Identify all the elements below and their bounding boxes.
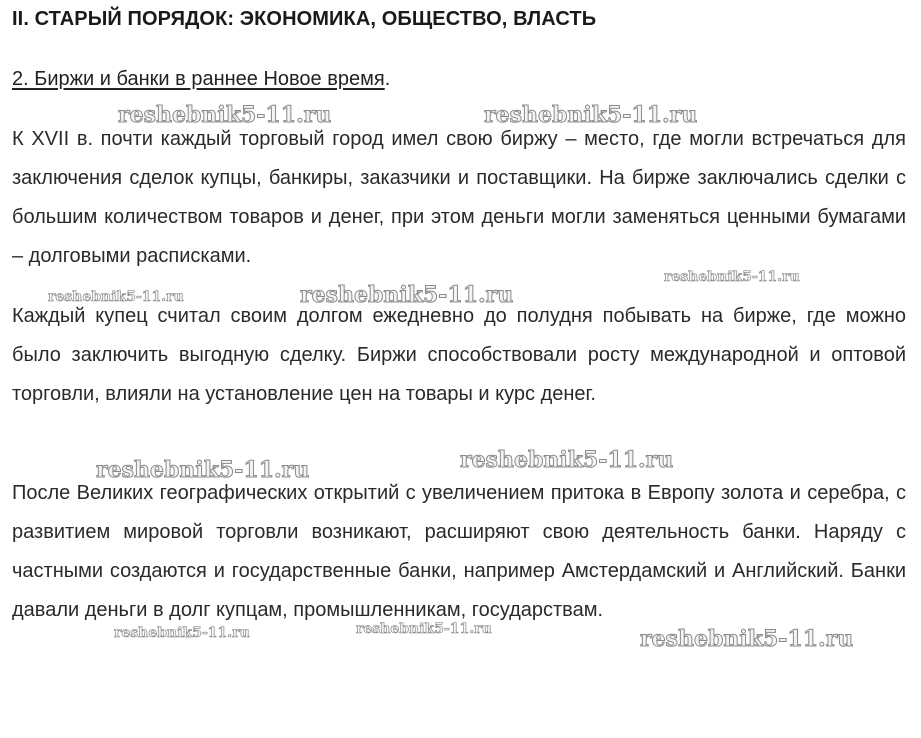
subsection-title-text: 2. Биржи и банки в раннее Новое время [12, 68, 385, 90]
watermark: reshebnik5-11.ru [640, 626, 854, 652]
watermark: reshebnik5-11.ru [664, 269, 800, 285]
paragraph-banks: После Великих географических открытий с увеличением притока в Европу золота и серебра, с развитием мировой торговли возникают, расширяют свою деятельность банки. Наряду с частными создаются и государственные банки, например Амстердамский и Английский. Банки давали деньги в долг купцам, промышленникам, государствам. [12, 482, 906, 621]
watermark: reshebnik5-11.ru [114, 625, 250, 641]
watermark: reshebnik5-11.ru [96, 457, 310, 483]
watermark: reshebnik5-11.ru [118, 102, 332, 128]
section-heading: II. СТАРЫЙ ПОРЯДОК: ЭКОНОМИКА, ОБЩЕСТВО, ВЛАСТЬ [12, 8, 597, 30]
subsection-title [12, 68, 390, 91]
watermark: reshebnik5-11.ru [48, 289, 184, 305]
paragraph-exchanges: К XVII в. почти каждый торговый город имел свою биржу – место, где могли встречаться для заключения сделок купцы, банкиры, заказчики и поставщики. На бирже заключались сделки с большим количеством товаров и денег, при этом деньги могли заменяться ценными бумагами – долговыми расписками. [12, 128, 906, 267]
watermark: reshebnik5-11.ru [356, 621, 492, 637]
watermark: reshebnik5-11.ru [460, 447, 674, 473]
watermark: reshebnik5-11.ru [484, 102, 698, 128]
watermark: reshebnik5-11.ru [300, 282, 514, 308]
subsection-title-period: . [384, 68, 391, 90]
paragraph-merchants: Каждый купец считал своим долгом ежедневно до полудня побывать на бирже, где можно было заключить выгодную сделку. Биржи способствовали росту международной и оптовой торговли, влияли на установление цен на товары и курс денег. [12, 305, 906, 405]
